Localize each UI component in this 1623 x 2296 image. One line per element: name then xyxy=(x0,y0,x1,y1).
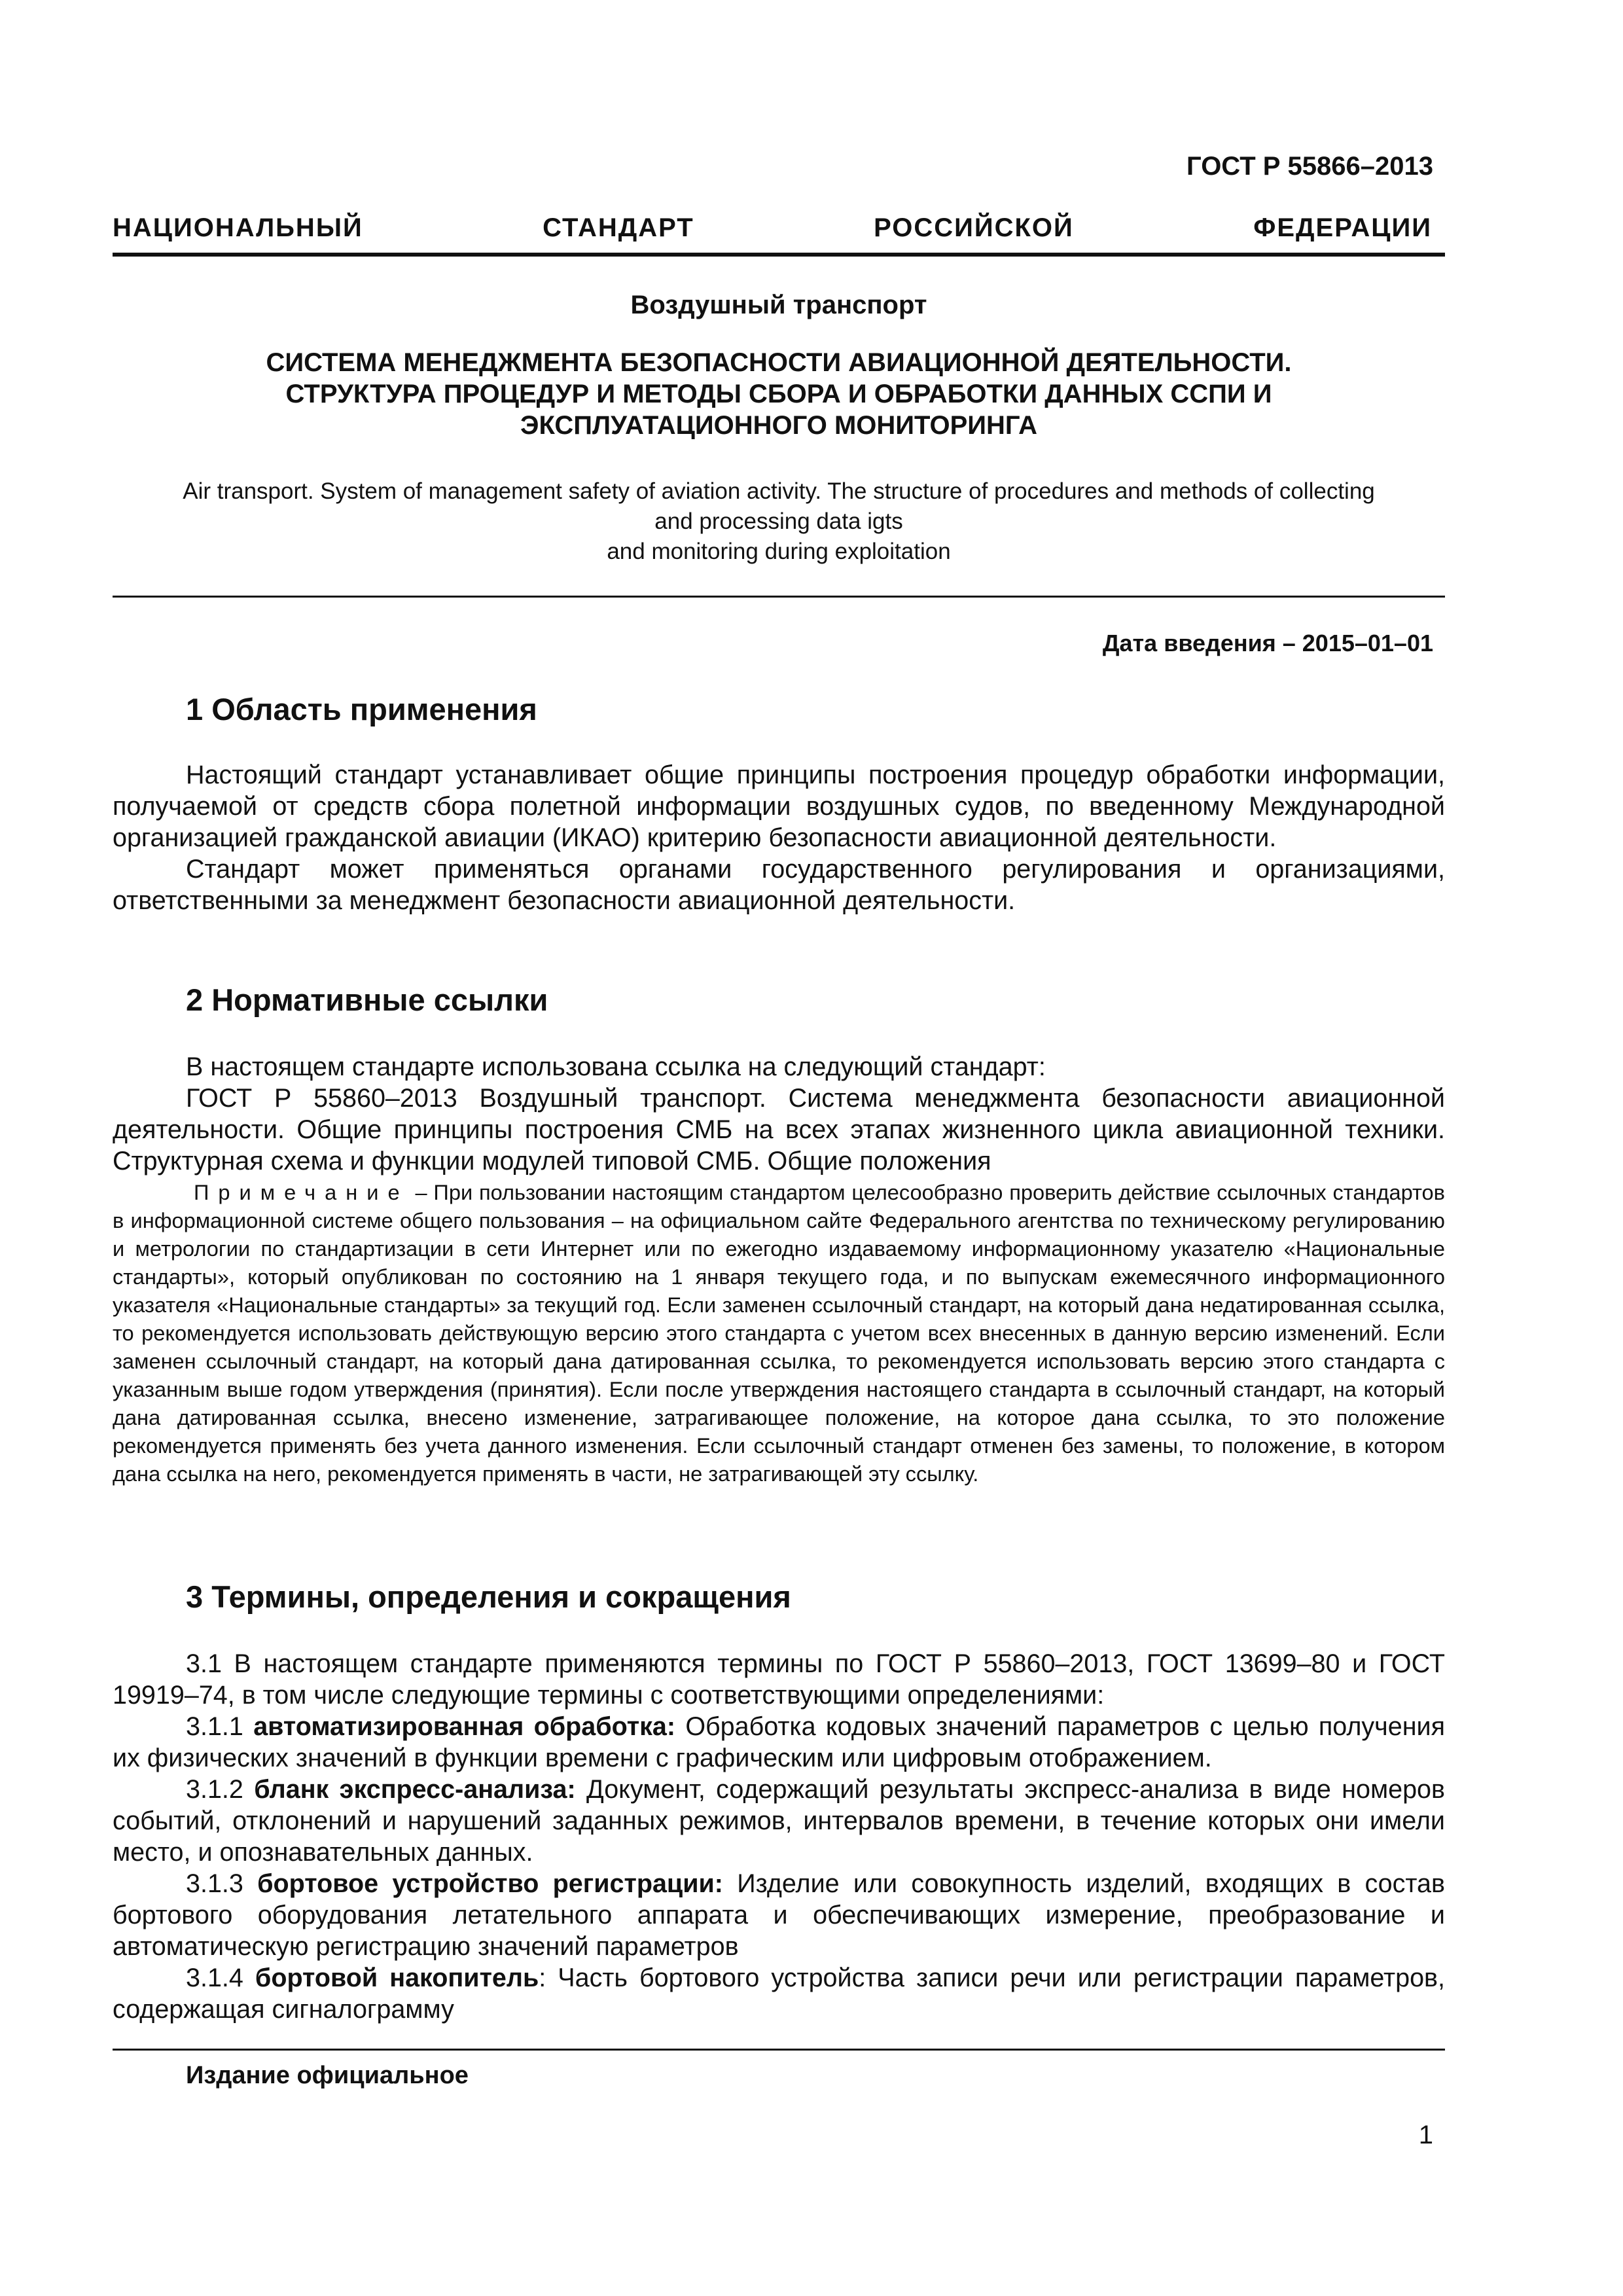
term-definition: : Часть бортового устройства записи речи или регистрации параметров, содержащая сигналограмму xyxy=(113,1964,1445,2024)
section-3-heading: 3 Термины, определения и сокращения xyxy=(186,1579,791,1614)
standard-code: ГОСТ Р 55866–2013 xyxy=(1186,152,1433,181)
edition-label: Издание официальное xyxy=(186,2062,469,2089)
term-number: 3.1.1 xyxy=(186,1712,243,1741)
note-label: Примечание xyxy=(194,1180,409,1204)
introduction-date: Дата введения – 2015–01–01 xyxy=(1102,630,1433,656)
term-name: бланк экспресс-анализа: xyxy=(254,1775,576,1804)
footer-divider xyxy=(113,2049,1445,2051)
banner-word: НАЦИОНАЛЬНЫЙ xyxy=(113,213,363,242)
header-divider xyxy=(113,253,1445,257)
section-2-note xyxy=(113,1178,1445,1488)
english-title-line: and processing data igts xyxy=(654,509,903,534)
term-entry xyxy=(113,1774,1445,1868)
title-line: ЭКСПЛУАТАЦИОННОГО МОНИТОРИНГА xyxy=(520,411,1037,440)
standard-banner xyxy=(113,213,1432,243)
term-name: бортовое устройство регистрации: xyxy=(257,1869,723,1898)
paragraph: Настоящий стандарт устанавливает общие принципы построения процедур обработки информации, получаемой от средств сбора полетной информации воздушных судов, по введенному Международной организацией гражданской авиации (ИКАО) критерию безопасности авиационной деятельности. xyxy=(113,761,1445,852)
term-definition: Документ, содержащий результаты экспресс-анализа в виде номеров событий, отклонений и нарушений заданных режимов, интервалов времени, в течение которых они имели место, и опознавательных данных. xyxy=(113,1775,1446,1867)
section-1-heading: 1 Область применения xyxy=(186,692,537,726)
term-definition: Изделие или совокупность изделий, входящих в состав бортового оборудования летательного аппарата и обеспечивающих измерение, преобразование и автоматическую регистрацию значений параметров xyxy=(113,1869,1445,1961)
term-name: бортовой накопитель xyxy=(255,1964,539,1992)
section-3-body xyxy=(113,1648,1445,2025)
paragraph: 3.1 В настоящем стандарте применяются термины по ГОСТ Р 55860–2013, ГОСТ 13699–80 и ГОСТ 19919–74, в том числе следующие термины с соответствующими определениями: xyxy=(113,1649,1445,1710)
english-title xyxy=(113,476,1445,567)
term-definition: Обработка кодовых значений параметров с целью получения их физических значений в функции времени с графическим или цифровым отображением. xyxy=(113,1712,1445,1772)
english-title-line: Air transport. System of management safety of aviation activity. The structure of procedures and methods of collecting xyxy=(183,478,1375,504)
term-entry xyxy=(113,1962,1445,2025)
term-number: 3.1.3 xyxy=(186,1869,243,1898)
term-number: 3.1.4 xyxy=(186,1964,243,1992)
term-number: 3.1.2 xyxy=(186,1775,243,1804)
paragraph: Стандарт может применяться органами государственного регулирования и организациями, ответственными за менеджмент безопасности авиационной деятельности. xyxy=(113,855,1445,915)
english-title-line: and monitoring during exploitation xyxy=(607,539,951,564)
note-text: – При пользовании настоящим стандартом целесообразно проверить действие ссылочных стандартов в информационной системе общего пользования – на официальном сайте Федерального агентства по техническому регулированию и метрологии по стандартизации в сети Интернет или по ежегодно издаваемому информационному указателю «Национальные стандарты», который опубликован по состоянию на 1 января текущего года, и по выпускам ежемесячного информационного указателя «Национальные стандарты» за текущий год. Если заменен ссылочный стандарт, на который дана недатированная ссылка, то рекомендуется использовать действующую версию этого стандарта с учетом всех внесенных в данную версию изменений. Если заменен ссылочный стандарт, на который дана датированная ссылка, то рекомендуется использовать версию этого стандарта с указанным выше годом утверждения (принятия). Если после утверждения настоящего стандарта в ссылочный стандарт, на который дана датированная ссылка, внесено изменение, затрагивающее положение, на которое дана ссылка, то это положение рекомендуется применять без учета данного изменения. Если ссылочный стандарт отменен без замены, то положение, в котором дана ссылка на него, рекомендуется применять в части, не затрагивающей эту ссылку. xyxy=(113,1180,1445,1486)
document-title xyxy=(113,347,1445,441)
document-subject: Воздушный транспорт xyxy=(630,291,927,319)
page-number: 1 xyxy=(1418,2121,1433,2149)
banner-word: СТАНДАРТ xyxy=(543,213,694,242)
section-2-body xyxy=(113,1051,1445,1177)
term-entry xyxy=(113,1868,1445,1962)
paragraph: В настоящем стандарте использована ссылка на следующий стандарт: xyxy=(186,1052,1046,1081)
title-line: СИСТЕМА МЕНЕДЖМЕНТА БЕЗОПАСНОСТИ АВИАЦИОННОЙ ДЕЯТЕЛЬНОСТИ. xyxy=(266,348,1292,377)
reference-entry: ГОСТ Р 55860–2013 Воздушный транспорт. Система менеджмента безопасности авиационной деятельности. Общие принципы построения СМБ на всех этапах жизненного цикла авиационной техники. Структурная схема и функции модулей типовой СМБ. Общие положения xyxy=(113,1084,1445,1175)
title-divider xyxy=(113,596,1445,598)
title-line: СТРУКТУРА ПРОЦЕДУР И МЕТОДЫ СБОРА И ОБРАБОТКИ ДАННЫХ ССПИ И xyxy=(285,380,1272,408)
banner-word: ФЕДЕРАЦИИ xyxy=(1253,213,1432,242)
note-paragraph xyxy=(113,1178,1445,1488)
section-1-body xyxy=(113,759,1445,916)
term-name: автоматизированная обработка: xyxy=(253,1712,675,1741)
section-2-heading: 2 Нормативные ссылки xyxy=(186,982,548,1017)
banner-word: РОССИЙСКОЙ xyxy=(874,213,1074,242)
term-entry xyxy=(113,1711,1445,1774)
